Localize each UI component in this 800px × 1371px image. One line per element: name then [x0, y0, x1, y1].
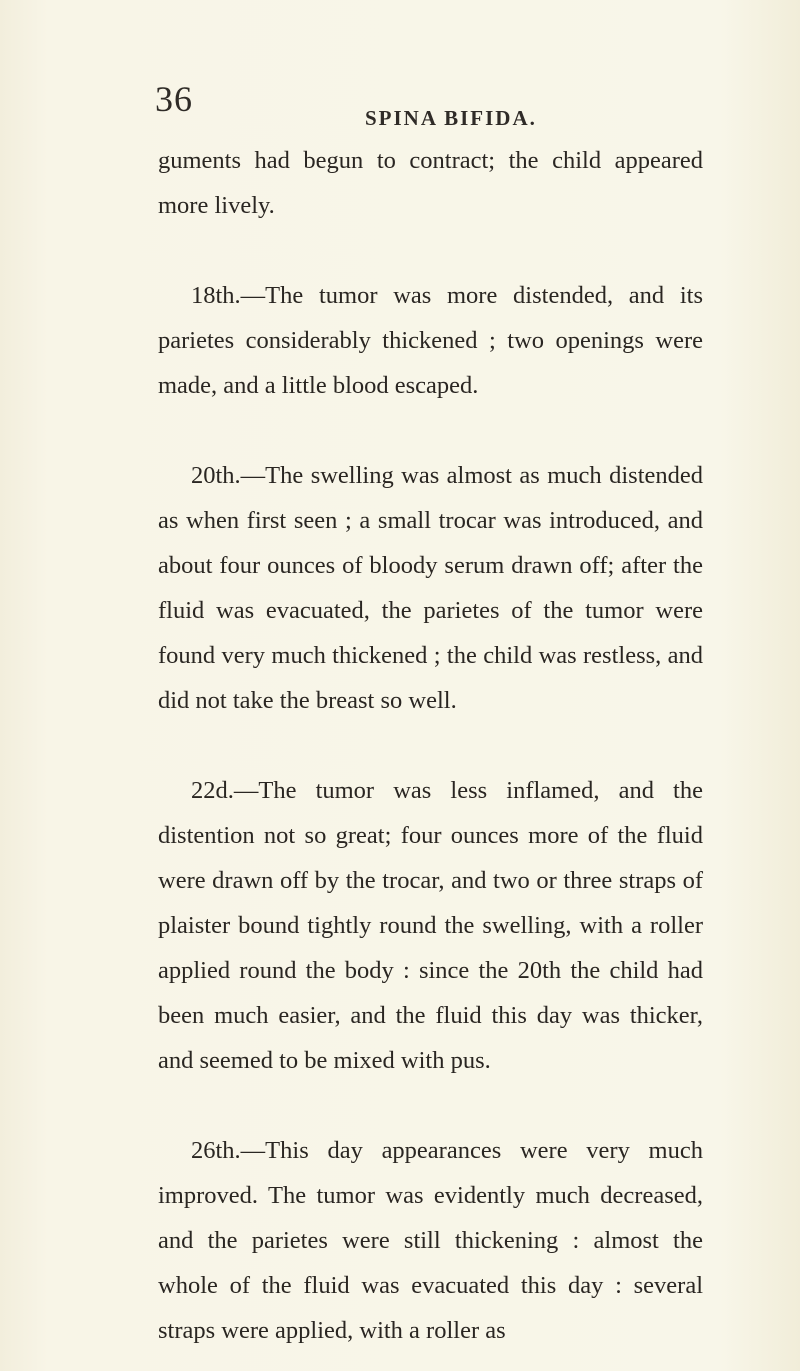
paragraph-22d: 22d.—The tumor was less inflamed, and the distention not so great; four ounces more of the fluid were drawn off by the trocar, and two or three straps of plaister bound tightly round the swelling, with a roller applied round the body : since the 20th the child had been much easier, and the fluid this day was thicker, and seemed to be mixed with pus.: [158, 777, 703, 1074]
paragraph-18th: 18th.—The tumor was more distended, and its parietes considerably thickened ; two openings were made, and a little blood escaped.: [158, 282, 703, 399]
body-text: [158, 138, 703, 1353]
running-title: SPINA BIFIDA.: [365, 106, 537, 130]
paragraph-20th: 20th.—The swelling was almost as much distended as when first seen ; a small trocar was introduced, and about four ounces of bloody serum drawn off; after the fluid was evacuated, the parietes of the tumor were found very much thickened ; the child was restless, and did not take the breast so well.: [158, 462, 703, 714]
paragraph-26th: 26th.—This day appearances were very much improved. The tumor was evidently much decreased, and the parietes were still thickening : almost the whole of the fluid was evacuated this day : several straps were applied, with a roller as: [158, 1137, 703, 1344]
paragraph-continuation: guments had begun to contract; the child appeared more lively.: [158, 147, 703, 219]
running-head: [0, 78, 800, 128]
page-number: 36: [155, 79, 193, 119]
